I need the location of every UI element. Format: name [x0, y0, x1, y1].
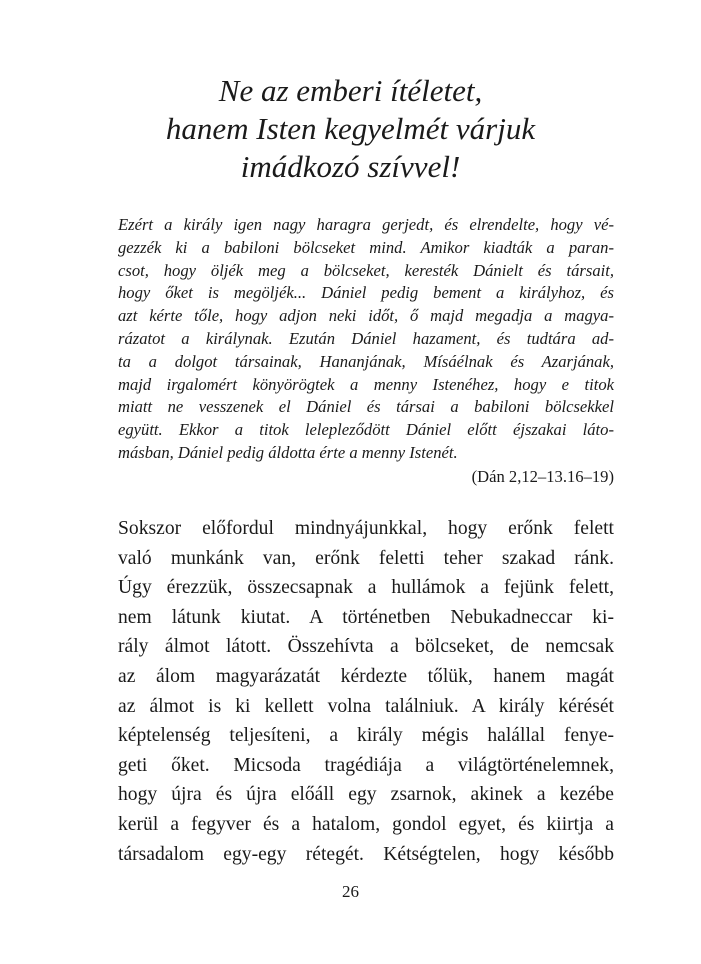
- body-line: kerül a fegyver és a hatalom, gondol egyet, és kiirtja a: [118, 813, 614, 835]
- title-line: Ne az emberi ítéletet,: [218, 73, 483, 108]
- quote-line: ta a dolgot társainak, Hananjának, Mísáélnak és Azarjának,: [118, 351, 614, 371]
- quote-line: azt kérte tőle, hogy adjon neki időt, ő majd megadja a magya-: [118, 306, 614, 326]
- quote-line: miatt ne vesszenek el Dániel és társai a babiloni bölcsekkel: [118, 397, 614, 417]
- body-paragraph: [118, 514, 614, 869]
- scripture-citation: (Dán 2,12–13.16–19): [471, 467, 614, 486]
- quote-line: másban, Dániel pedig áldotta érte a menny Istenét.: [118, 442, 458, 462]
- body-line: hogy újra és újra előáll egy zsarnok, akinek a kezébe: [118, 784, 614, 806]
- body-line: Úgy érezzük, összecsapnak a hullámok a fejünk felett,: [118, 577, 614, 599]
- body-line: nem látunk kiutat. A történetben Nebukadneccar ki-: [118, 606, 614, 628]
- body-line: Sokszor előfordul mindnyájunkkal, hogy erőnk felett: [118, 518, 614, 539]
- body-line: való munkánk van, erőnk feletti teher szakad ránk.: [118, 547, 614, 569]
- chapter-title: [100, 72, 601, 186]
- quote-line: gezzék ki a babiloni bölcseket mind. Amikor kiadták a paran-: [118, 237, 614, 257]
- body-line: geti őket. Micsoda tragédiája a világtörténelemnek,: [118, 754, 614, 776]
- quote-line: együtt. Ekkor a titok lelepleződött Dániel előtt éjszakai láto-: [118, 420, 614, 440]
- scripture-quote: [118, 214, 614, 465]
- quote-line: csot, hogy öljék meg a bölcseket, keresték Dánielt és társait,: [118, 260, 614, 280]
- body-line: képtelenség teljesíteni, a király mégis halállal fenye-: [118, 725, 614, 747]
- quote-line: Ezért a király igen nagy haragra gerjedt, és elrendelte, hogy vé-: [118, 215, 614, 234]
- quote-line: hogy őket is megöljék... Dániel pedig bement a királyhoz, és: [118, 283, 614, 303]
- page-number: 26: [342, 882, 359, 901]
- quote-line: majd irgalomért könyörögtek a menny Istenéhez, hogy e titok: [118, 374, 614, 394]
- body-line: az álmot is ki kellett volna találniuk. A király kérését: [118, 695, 614, 717]
- body-line: az álom magyarázatát kérdezte tőlük, hanem magát: [118, 665, 614, 687]
- body-line: rály álmot látott. Összehívta a bölcseket, de nemcsak: [118, 636, 614, 658]
- quote-line: rázatot a királynak. Ezután Dániel hazament, és tudtára ad-: [118, 328, 614, 348]
- title-line: imádkozó szívvel!: [240, 149, 461, 184]
- title-line: hanem Isten kegyelmét várjuk: [165, 111, 536, 146]
- body-line: társadalom egy-egy rétegét. Kétségtelen, hogy később: [118, 843, 614, 865]
